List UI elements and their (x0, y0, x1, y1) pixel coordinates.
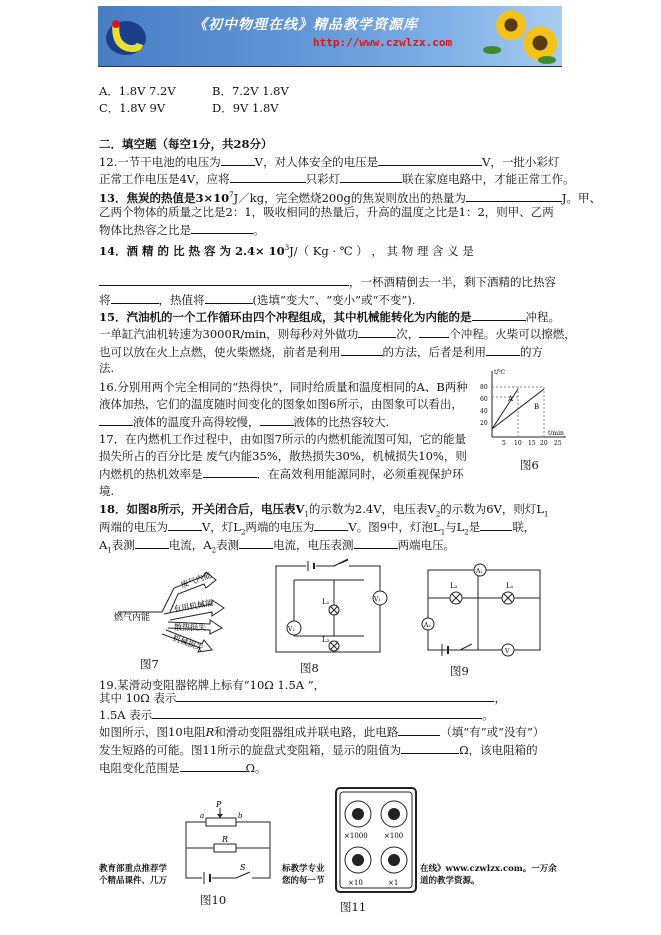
answer-blank[interactable] (111, 292, 159, 304)
text: 2 (240, 528, 246, 537)
answer-blank[interactable] (152, 707, 482, 719)
text: 1 (544, 510, 549, 519)
text: 次， (396, 327, 420, 341)
figure-6-caption: 图6 (520, 458, 539, 472)
answer-blank[interactable] (239, 537, 273, 549)
text: 两端的电压为 (245, 520, 315, 534)
v2-label: V₂ (288, 626, 295, 633)
question-18-line3 (99, 537, 455, 558)
branch-label: 有用机械能 (172, 598, 214, 614)
slider-rheostat-icon (206, 818, 236, 826)
text: J/（ Kg · ℃ ） ， 其 物 理 含 义 是 (289, 243, 474, 258)
text: 表测 (111, 538, 135, 552)
figure-10-circuit (180, 800, 276, 884)
option-b: B．7.2V 1.8V (212, 84, 289, 98)
answer-blank[interactable] (480, 519, 512, 531)
figure-7-caption: 图7 (140, 657, 159, 671)
text: 14．酒 精 的 比 热 容 为 2.4× 10 (99, 243, 285, 258)
answer-blank[interactable] (401, 742, 459, 754)
x-tick: 20 (540, 440, 548, 447)
header-banner (98, 6, 562, 66)
question-19-line3 (99, 707, 494, 723)
question-16-line3 (99, 414, 389, 430)
s-label: S (240, 863, 246, 872)
text: 个冲程。火柴可以擦燃， (449, 327, 576, 341)
text: 1 (304, 510, 309, 519)
text: 液体的比热容较大. (293, 415, 390, 429)
text: 内燃机的热机效率是 (99, 467, 203, 481)
answer-blank[interactable] (203, 466, 257, 478)
text: 联， (512, 520, 536, 534)
answer-blank[interactable] (398, 724, 440, 736)
text: 液体的温度升高得较慢， (133, 415, 260, 429)
watermark-text: 标教学专业 (282, 864, 325, 874)
text: 电流，电压表测 (273, 538, 354, 552)
dial-multiplier: ×10 (348, 879, 363, 887)
question-12-line2 (99, 171, 575, 187)
text: R (205, 725, 215, 739)
site-logo-icon (104, 14, 148, 58)
text: ， (494, 691, 506, 705)
answer-blank[interactable] (99, 274, 349, 286)
v1-label: V₁ (374, 596, 381, 603)
answer-blank[interactable] (341, 344, 383, 356)
figure-11-resistance-box (334, 786, 418, 896)
text: 两端电压。 (397, 538, 456, 552)
figure-7-energy-flow (112, 568, 244, 654)
question-19-line1: 19.某滑动变阻器铭牌上标有“10Ω 1.5A ”， (99, 678, 326, 692)
figure-11-caption: 图11 (340, 900, 367, 914)
r-label: R (222, 835, 229, 844)
text: V，一批小彩灯 (482, 155, 560, 169)
text: 冲程。 (525, 310, 560, 324)
y-tick: 60 (480, 396, 488, 403)
text: 18．如图8所示，开关闭合后，电压表V (99, 502, 305, 516)
a-label: a (200, 812, 205, 820)
header-title: 《初中物理在线》精品教学资源库 (193, 17, 418, 33)
text: 1.5A 表示 (99, 708, 153, 722)
answer-blank[interactable] (340, 171, 402, 183)
answer-blank[interactable] (99, 414, 133, 426)
text: 1 (107, 546, 112, 555)
text: 两端的电压为 (99, 520, 168, 534)
question-19-line6 (99, 760, 267, 776)
watermark-text: 个精品课件、几万 (99, 876, 168, 886)
answer-blank[interactable] (419, 326, 449, 338)
text: 是 (468, 520, 481, 534)
question-12-line1 (99, 154, 559, 170)
header-url[interactable]: http://www.czwlzx.com (313, 36, 453, 49)
dial-multiplier: ×1 (388, 879, 399, 887)
l2-label: L₂ (322, 636, 330, 644)
a2-label: A₂ (424, 622, 431, 629)
text: ．在高效利用能源同时，必须重视保护环 (256, 467, 464, 481)
text: Ω。 (245, 761, 267, 775)
branch-label: 废气内能 (179, 570, 213, 590)
text: V。图9中，灯泡L (348, 520, 441, 534)
watermark-text: 在线》www.czwlzx.com。一万余 (420, 864, 557, 874)
text: 2 (464, 528, 469, 537)
l1-label: L₁ (506, 582, 514, 590)
answer-blank[interactable] (191, 222, 253, 234)
watermark-text: 您的每一节 (282, 876, 325, 886)
question-13-line1 (99, 188, 601, 206)
leaf-icon (483, 46, 501, 54)
header-rule (98, 66, 562, 67)
source-label: 燃气内能 (114, 613, 151, 623)
text: 发生短路的可能。图11所示的旋盘式变阻箱，显示的阻值为 (99, 743, 402, 757)
figure-9-circuit (418, 558, 548, 662)
answer-blank[interactable] (230, 171, 306, 183)
answer-blank[interactable] (180, 760, 246, 772)
figure-9-caption: 图9 (450, 664, 469, 678)
x-tick: 5 (502, 440, 506, 447)
text: 只彩灯 (305, 172, 341, 186)
answer-blank[interactable] (466, 190, 562, 202)
question-17-line4: 境. (99, 484, 115, 498)
text: 其中 10Ω 表示 (99, 691, 177, 705)
text: 联在家庭电路中，才能正常工作。 (402, 172, 575, 186)
figure-10-caption: 图10 (200, 893, 227, 907)
text: V，灯L (202, 520, 241, 534)
x-tick: 15 (528, 440, 536, 447)
v-label: V (505, 648, 510, 655)
x-axis-label: t/min (548, 430, 564, 437)
figure-8-caption: 图8 (300, 661, 319, 675)
y-tick: 40 (480, 408, 488, 415)
text: 。 (482, 708, 494, 722)
text: ，热值将 (158, 293, 205, 307)
l2-label: L₂ (450, 582, 458, 590)
y-tick: 80 (480, 384, 488, 391)
question-15-line1 (99, 309, 560, 325)
line-b-label: B (534, 403, 540, 411)
question-14-line2 (99, 274, 556, 290)
text: （填“有”或“没有”） (440, 725, 545, 739)
text: 如图所示，图10电阻 (99, 725, 206, 739)
text: 和滑动变阻器组成并联电路，此电路 (214, 725, 399, 739)
text: 1 (440, 528, 446, 537)
answer-blank[interactable] (205, 292, 253, 304)
dial-multiplier: ×100 (384, 832, 404, 840)
line-a-label: A (508, 395, 514, 403)
text: 物体比热容之比是 (99, 223, 191, 237)
text: 与L (445, 520, 465, 534)
question-13-line2: 乙两个物体的质量之比是2：1，吸收相同的热量后，升高的温度之比是1：2，则甲、乙两 (99, 205, 554, 219)
text: J／kg，完全燃烧200g的焦炭则放出的热量为 (233, 190, 466, 205)
answer-blank[interactable] (354, 537, 398, 549)
resistor-icon (214, 844, 236, 852)
text: 3 (284, 244, 290, 252)
text: 。 (253, 223, 265, 237)
figure-6-graph (478, 365, 570, 449)
answer-blank[interactable] (314, 519, 348, 531)
question-17-line3 (99, 466, 464, 482)
dial-multiplier: ×1000 (344, 832, 368, 840)
text: 13．焦炭的热值是3×10 (99, 190, 230, 205)
text: 表测 (216, 538, 240, 552)
question-13-line3 (99, 222, 265, 238)
text: 的方 (520, 345, 543, 359)
question-15-line2 (99, 326, 576, 342)
answer-blank[interactable] (472, 309, 526, 321)
question-19-line2 (99, 690, 506, 706)
answer-blank[interactable] (358, 326, 396, 338)
text: 正常工作电压是4V，应将 (99, 172, 230, 186)
question-15-line3 (99, 344, 543, 360)
answer-blank[interactable] (221, 154, 255, 166)
text: ，一杯酒精倒去一半，剩下酒精的比热容 (349, 275, 556, 289)
text: 一单缸汽油机转速为3000R/min，则每秒对外做功 (99, 327, 359, 341)
branch-label: 散热损失 (174, 623, 206, 632)
section-title: 二．填空题（每空1分，共28分） (99, 137, 273, 151)
sunflower-icon (523, 26, 557, 60)
question-19-line5 (99, 742, 538, 758)
question-17-line2: 损失所占的百分比是 废气内能35%，散热损失30%，机械损失10%，则 (99, 449, 467, 463)
watermark-text: 道的教学资源。 (420, 876, 480, 886)
text: 2 (435, 510, 441, 519)
l1-label: L₁ (322, 598, 330, 606)
a1-label: A₁ (476, 568, 483, 575)
answer-blank[interactable] (176, 690, 494, 702)
option-c: C．1.8V 9V (99, 101, 166, 115)
text: 也可以放在火上点燃，使火柴燃烧，前者是利用 (99, 345, 341, 359)
answer-blank[interactable] (135, 537, 169, 549)
figure-8-circuit (268, 558, 392, 664)
answer-blank[interactable] (168, 519, 202, 531)
question-16-line1: 16.分别用两个完全相同的“热得快”，同时给质量和温度相同的A、B两种 (99, 380, 468, 394)
text: 将 (99, 293, 111, 307)
question-14-line3 (99, 292, 415, 308)
question-14-line1 (99, 241, 474, 259)
p-label: P (216, 800, 222, 809)
text: V，对人体安全的电压是 (254, 155, 379, 169)
sunflower-icon (496, 10, 526, 40)
text: J。甲、 (561, 190, 601, 205)
question-19-line4 (99, 724, 544, 740)
text: 15．汽油机的一个工作循环由四个冲程组成，其中机械能转化为内能的是 (99, 310, 472, 324)
answer-blank[interactable] (378, 154, 482, 166)
x-tick: 10 (514, 440, 522, 447)
leaf-icon (538, 56, 556, 64)
question-17-line1: 17．在内燃机工作过程中，由如图7所示的内燃机能流图可知，它的能量 (99, 432, 466, 446)
branch-label: 机械损失 (171, 633, 205, 653)
text: 电阻变化范围是 (99, 761, 180, 775)
b-label: b (238, 812, 243, 820)
line-a (492, 389, 518, 429)
text: 的示数为6V，则灯L (440, 502, 545, 516)
text: A (99, 538, 108, 552)
answer-blank[interactable] (260, 414, 294, 426)
option-a: A．1.8V 7.2V (99, 84, 176, 98)
text: (选填“变大”、“变小”或“不变”). (252, 293, 416, 307)
answer-blank[interactable] (486, 344, 520, 356)
option-d: D．9V 1.8V (212, 101, 279, 115)
question-16-line2: 液体加热，它们的温度随时间变化的图象如图6所示，由图象可以看出， (99, 397, 463, 411)
text: 2 (211, 546, 217, 555)
text: Ω，该电阻箱的 (459, 743, 538, 757)
text: 的示数为2.4V，电压表V (308, 502, 436, 516)
text: 12.一节干电池的电压为 (99, 155, 221, 169)
text: 的方法，后者是利用 (382, 345, 486, 359)
question-15-line4: 法. (99, 361, 115, 375)
y-tick: 20 (480, 420, 488, 427)
watermark-text: 教育部重点推荐学 (99, 864, 168, 874)
y-axis-label: t/℃ (494, 369, 506, 376)
x-tick: 25 (554, 440, 562, 447)
text: 7 (229, 191, 234, 199)
text: 电流，A (168, 538, 212, 552)
